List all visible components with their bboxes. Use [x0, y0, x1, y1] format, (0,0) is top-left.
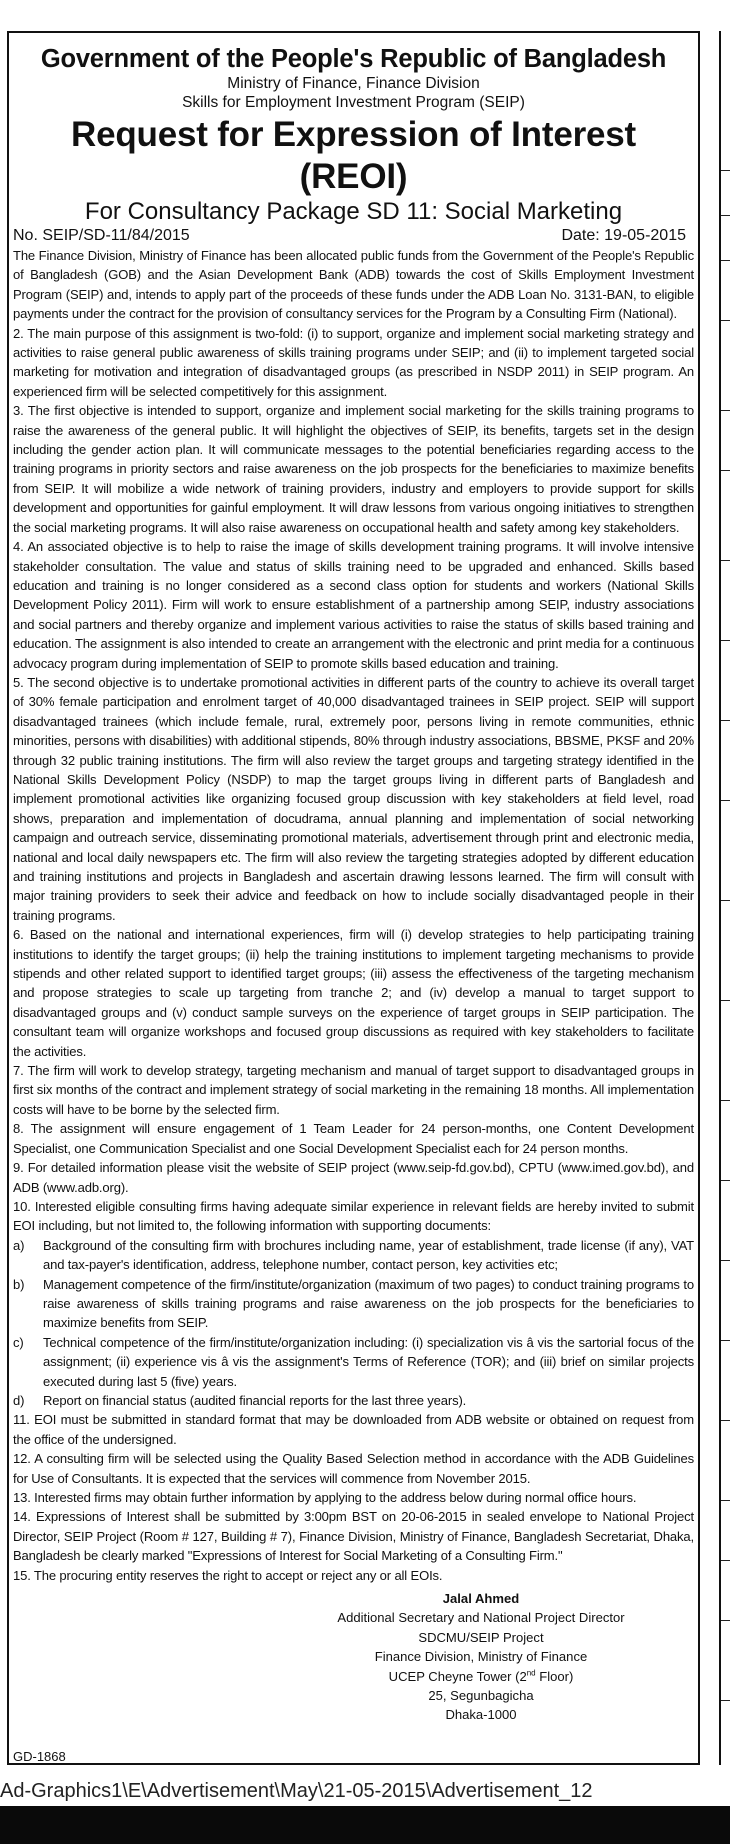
item-text: Report on financial status (audited financial reports for the last three years).: [43, 1392, 467, 1408]
column-rule: [721, 320, 730, 321]
gd-code: GD-1868: [13, 1749, 66, 1764]
signatory-address-building: UCEP Cheyne Tower (2nd Floor): [388, 1668, 574, 1684]
item-text: Background of the consulting firm with brochures including name, year of establishment, trade license (if any), VAT and tax-payer's identification, address, telephone number, contact person, key activities etc;: [43, 1237, 694, 1273]
column-rule: [721, 170, 730, 171]
column-rule: [721, 800, 730, 801]
reference-number: No. SEIP/SD-11/84/2015: [13, 227, 190, 244]
document-title: Request for Expression of Interest (REOI): [71, 115, 636, 196]
paragraph-6: 6. Based on the national and international experiences, firm will (i) develop strategies to help participating training institutions to identify the target groups; (ii) help the training institutions to implement targeting mechanisms to provide stipends and other related support to identified target groups; (iii) assess the effectiveness of the targeting mechanism and propose strategies to scale up targeting from tranche 2; and (iv) develop a manual to target support to disadvantaged groups and (v) conduct sample surveys on the experience of target groups in SEIP participation. The consultant team will organize workshops and focused group discussions as required with key stakeholders to facilitate the activities.: [13, 927, 694, 1059]
requirement-item: [13, 1391, 694, 1410]
notice-body: [13, 246, 694, 1585]
column-rule: [721, 260, 730, 261]
column-rule: [721, 1500, 730, 1501]
requirement-item: [13, 1236, 694, 1275]
paragraph-13: 13. Interested firms may obtain further information by applying to the address below during normal office hours.: [13, 1490, 637, 1505]
paragraph-8: 8. The assignment will ensure engagement of 1 Team Leader for 24 person-months, one Content Development Specialist, one Communication Specialist and one Social Development Specialist each for 24 person months.: [13, 1121, 694, 1156]
signatory-address-city: Dhaka-1000: [445, 1707, 517, 1723]
column-rule: [721, 1560, 730, 1561]
paragraph-10: 10. Interested eligible consulting firms having adequate similar experience in relevant fields are hereby invited to submit EOI including, but not limited to, the following information with supporting documents:: [13, 1198, 694, 1234]
ministry-line: Ministry of Finance, Finance Division: [227, 75, 480, 92]
paragraph-9: 9. For detailed information please visit the website of SEIP project (www.seip-fd.gov.bd), CPTU (www.imed.gov.bd), and ADB (www.adb.org).: [13, 1160, 694, 1195]
column-rule: [721, 1180, 730, 1181]
column-rule: [721, 1100, 730, 1101]
paragraph-15: 15. The procuring entity reserves the right to accept or reject any or all EOIs.: [13, 1567, 443, 1583]
signatory-name: Jalal Ahmed: [442, 1591, 520, 1607]
column-rule: [721, 1700, 730, 1701]
paragraph-12: 12. A consulting firm will be selected using the Quality Based Selection method in accordance with the ADB Guidelines for Use of Consultants. It is expected that the services will commence from November 2015.: [13, 1451, 694, 1486]
requirement-item: [13, 1275, 694, 1333]
column-rule: [721, 640, 730, 641]
column-rule: [721, 1000, 730, 1001]
column-rule: [721, 900, 730, 901]
reoi-notice: [13, 44, 694, 1725]
paragraph-1: The Finance Division, Ministry of Finance has been allocated public funds from the Government of the People's Republic of Bangladesh (GOB) and the Asian Development Bank (ADB) towards the cost of Skills Employment Investment Program (SEIP) and, intends to apply part of the proceeds of these funds under the ADB Loan No. 3131-BAN, to eligible payments under the contract for the provision of consultancy services for the Program by a Consulting Firm (National).: [13, 248, 694, 322]
column-rule: [721, 720, 730, 721]
paragraph-3: 3. The first objective is intended to support, organize and implement social marketing for the skills training programs to raise the awareness of the general public. It will highlight the objectives of SEIP, its benefits, targets set in the design including the gender action plan. It will communicate messages to the potential beneficiaries regarding access to the training programs in priority sectors and raise awareness on the job prospects for the beneficiaries to maximize benefits from SEIP. It will mobilize a wide network of training providers, industry and employers to provide support for skills development and opportunities for gainful employment. It will draw lessons from various ongoing initiatives to strengthen the social marketing programs. It will also raise awareness on occupational health and safety among key stakeholders.: [13, 403, 694, 535]
item-label: d): [13, 1392, 25, 1408]
bottom-black-bar: [0, 1806, 730, 1844]
paragraph-11: 11. EOI must be submitted in standard format that may be downloaded from ADB website or obtained on request from the office of the undersigned.: [13, 1412, 694, 1447]
signatory-title: Additional Secretary and National Project Director: [337, 1610, 625, 1626]
signatory-unit: SDCMU/SEIP Project: [418, 1629, 544, 1645]
paragraph-4: 4. An associated objective is to help to raise the image of skills development training programs. It will involve intensive stakeholder consultation. The value and status of skills training need to be upgraded and enhanced. Skills based education and training is no longer considered as a second class option for students and workers (National Skills Development Policy 2011). Firm will work to ensure establishment of a partnership among SEIP, industry associations and social partners and thereby organize and implement various activities to raise the status of skills based training and education. The assignment is also intended to create an arrangement with the electronic and print media for a continuous advocacy program during implementation of SEIP to promote skills based education and training.: [13, 539, 694, 671]
file-path-footer: Ad-Graphics1\E\Advertisement\May\21-05-2015\Advertisement_12: [0, 1780, 593, 1802]
signature-block: [331, 1589, 631, 1725]
requirement-item: [13, 1333, 694, 1391]
program-line: Skills for Employment Investment Program (SEIP): [182, 94, 525, 111]
government-heading: Government of the People's Republic of Bangladesh: [40, 45, 667, 73]
paragraph-2: 2. The main purpose of this assignment is two-fold: (i) to support, organize and implement social marketing strategy and activities to raise general public awareness of skills training programs under SEIP; and (ii) to implement targeted social marketing for motivation and integration of disadvantaged groups (as prescribed in NSDP 2011) in SEIP program. An experienced firm will be selected competitively for this assignment.: [13, 325, 694, 399]
item-label: c): [13, 1334, 24, 1350]
column-rule: [721, 1340, 730, 1341]
column-rule: [721, 470, 730, 471]
column-rule: [721, 1620, 730, 1621]
column-rule: [721, 1420, 730, 1421]
item-text: Management competence of the firm/institute/organization (maximum of two pages) to conduct training programs to raise awareness of skills training programs and raise awareness on the job prospects for the beneficiaries to maximize benefits from SEIP.: [43, 1276, 694, 1331]
item-label: a): [13, 1237, 25, 1253]
package-subtitle: For Consultancy Package SD 11: Social Marketing: [84, 198, 623, 225]
paragraph-5: 5. The second objective is to undertake promotional activities in different parts of the country to achieve its overall target of 30% female participation and enrolment target of 40,000 disadvantaged trainees in SEIP project. SEIP will support disadvantaged trainees (which include female, rural, extremely poor, persons living in remote communities, ethnic minorities, persons with disabilities) with additional stipends, 80% through industry associations, BBSME, PKSF and 20% through 32 public training institutions. The firm will also review the target groups and targeting strategy identified in the National Skills Development Policy (NSDP) to map the target groups living in different parts of Bangladesh and implement promotional activities like organizing focused group discussion with key stakeholders at field level, road shows, preparation and implementation of docudrama, annual planning and implementation of social networking campaign and outreach service, disseminating promotional materials, advertisement through print and electronic media, national and local daily newspapers etc. The firm will also review the targeting strategies adopted by different education and training institutions and projects in Bangladesh and ascertain drawing lessons learned. The firm will consult with major training providers to seek their advice and feedback on how to include socially disadvantaged people in their training programs.: [13, 674, 694, 923]
paragraph-14: 14. Expressions of Interest shall be submitted by 3:00pm BST on 20-06-2015 in sealed envelope to National Project Director, SEIP Project (Room # 127, Building # 7), Finance Division, Ministry of Finance, Bangladesh Secretariat, Dhaka, Bangladesh be clearly marked "Expressions of Interest for Social Marketing of a Consulting Firm.": [13, 1509, 694, 1564]
item-label: b): [13, 1276, 25, 1292]
column-rule: [721, 560, 730, 561]
item-text: Technical competence of the firm/institute/organization including: (i) specialization vis â vis the sartorial focus of the assignment; (ii) experience vis â vis the assignment's Terms of Reference (TOR); and (iii) brief on similar projects executed during last 5 (five) years.: [43, 1334, 694, 1389]
column-rule: [721, 410, 730, 411]
signatory-division: Finance Division, Ministry of Finance: [374, 1649, 588, 1665]
paragraph-7: 7. The firm will work to develop strategy, targeting mechanism and manual of target support to disadvantaged groups in first six months of the contract and implement strategy of social marketing in the remaining 18 months. All implementation costs will have to be borne by the selected firm.: [13, 1063, 694, 1117]
reference-row: [13, 226, 694, 246]
column-rule: [721, 1260, 730, 1261]
adjacent-column-edge: [719, 31, 730, 1765]
signatory-address-street: 25, Segunbagicha: [428, 1688, 534, 1704]
column-rule: [721, 215, 730, 216]
issue-date: Date: 19-05-2015: [561, 227, 686, 244]
